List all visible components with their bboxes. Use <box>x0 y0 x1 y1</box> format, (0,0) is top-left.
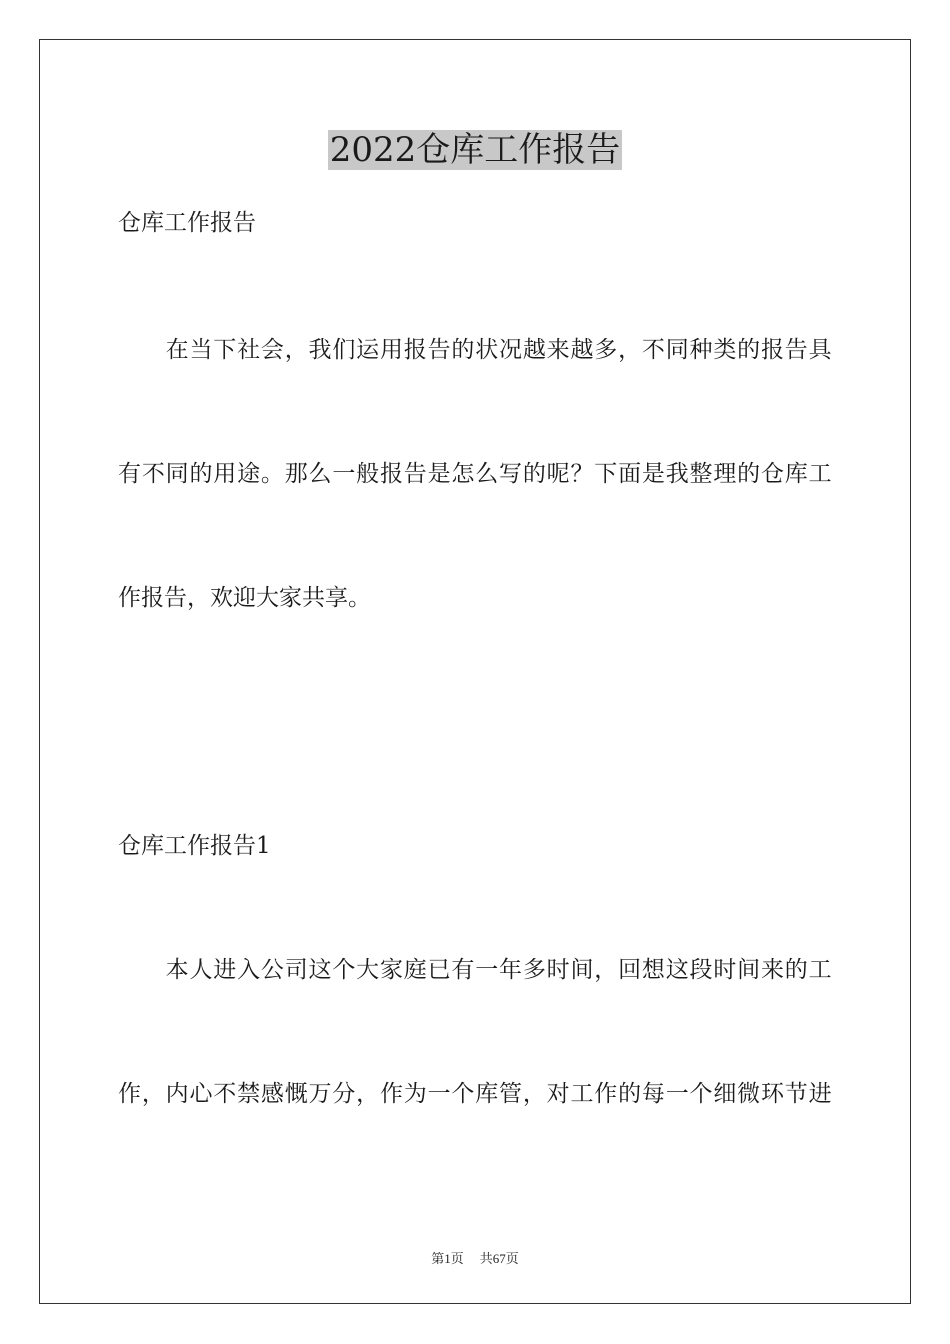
page-footer <box>0 1248 950 1267</box>
intro-line-1: 在 当 下 社 会 ， 我 们 运 用 报 告 的 状 况 越 来 越 多 ， 不 同 种 类 的 报 告 具 <box>165 337 832 363</box>
body-line-1: 本 人 进 入 公 司 这 个 大 家 庭 已 有 一 年 多 时 间 ， 回 想 这 段 时 间 来 的 工 <box>165 957 832 983</box>
intro-line-2: 有 不 同 的 用 途 。 那 么 一 般 报 告 是 怎 么 写 的 呢 ？ 下 面 是 我 整 理 的 仓 库 工 <box>118 461 832 487</box>
page-number: 第1页 <box>431 1251 464 1266</box>
intro-line-3: 作报告，欢迎大家共享。 <box>118 585 371 611</box>
body-line-2: 作 ， 内 心 不 禁 感 慨 万 分 ， 作 为 一 个 库 管 ， 对 工 作 的 每 一 个 细 微 环 节 进 <box>118 1081 832 1107</box>
page-total: 共67页 <box>479 1251 519 1266</box>
document-title: 2022仓库工作报告 <box>329 130 621 170</box>
section-heading: 仓库工作报告 <box>118 210 256 236</box>
subheading-report-1: 仓库工作报告1 <box>118 833 271 859</box>
